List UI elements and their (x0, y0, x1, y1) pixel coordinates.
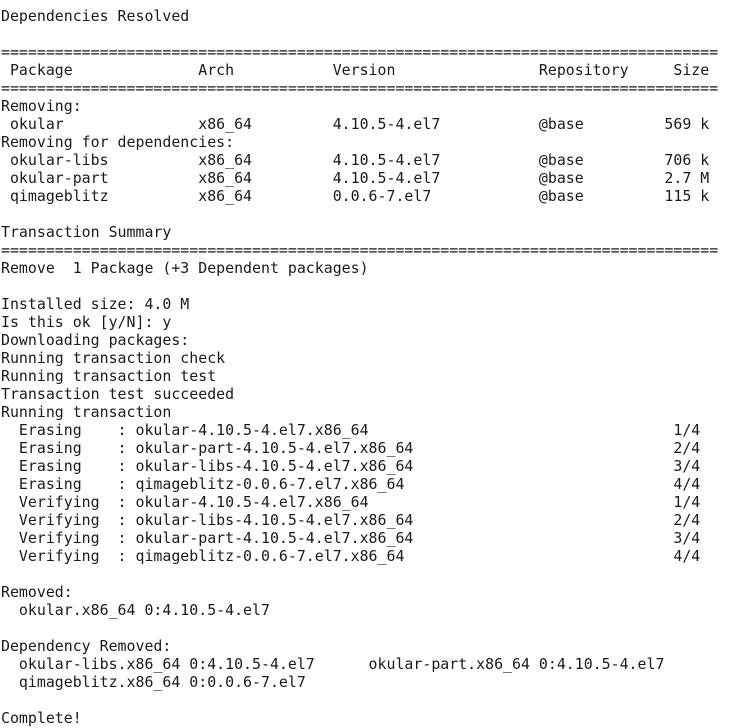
package-row: okular-libs x86_64 4.10.5-4.el7 @base 706 k (1, 151, 710, 169)
separator-line: ================================================================================ (1, 241, 719, 259)
removed-package: okular.x86_64 0:4.10.5-4.el7 (1, 601, 270, 619)
confirm-prompt: Is this ok [y/N]: y (1, 313, 172, 331)
removed-package: qimageblitz.x86_64 0:0.0.6-7.el7 (1, 673, 306, 691)
log-line: Running transaction check (1, 349, 226, 367)
summary-heading: Transaction Summary (1, 223, 172, 241)
summary-text: Remove 1 Package (+3 Dependent packages) (1, 259, 369, 277)
log-line: Running transaction test (1, 367, 217, 385)
transaction-step: Erasing : okular-part-4.10.5-4.el7.x86_64 2/4 (1, 439, 701, 457)
package-row: okular-part x86_64 4.10.5-4.el7 @base 2.7 M (1, 169, 710, 187)
transaction-step: Verifying : qimageblitz-0.0.6-7.el7.x86_64 4/4 (1, 547, 701, 565)
package-row: okular x86_64 4.10.5-4.el7 @base 569 k (1, 115, 710, 133)
log-line: Downloading packages: (1, 331, 190, 349)
transaction-step: Verifying : okular-4.10.5-4.el7.x86_64 1/4 (1, 493, 701, 511)
section-label: Removed: (1, 583, 73, 601)
section-label: Dependency Removed: (1, 637, 172, 655)
package-row: qimageblitz x86_64 0.0.6-7.el7 @base 115 k (1, 187, 710, 205)
separator-line: ================================================================================ (1, 43, 719, 61)
transaction-step: Verifying : okular-part-4.10.5-4.el7.x86_64 3/4 (1, 529, 701, 547)
section-label: Removing for dependencies: (1, 133, 235, 151)
log-line: Transaction test succeeded (1, 385, 235, 403)
separator-line: ================================================================================ (1, 79, 719, 97)
table-header: Package Arch Version Repository Size (1, 61, 710, 79)
section-label: Removing: (1, 97, 82, 115)
status-heading: Dependencies Resolved (1, 7, 190, 25)
transaction-step: Erasing : okular-libs-4.10.5-4.el7.x86_64 3/4 (1, 457, 701, 475)
transaction-step: Verifying : okular-libs-4.10.5-4.el7.x86_64 2/4 (1, 511, 701, 529)
transaction-step: Erasing : qimageblitz-0.0.6-7.el7.x86_64 4/4 (1, 475, 701, 493)
complete-message: Complete! (1, 709, 82, 727)
transaction-step: Erasing : okular-4.10.5-4.el7.x86_64 1/4 (1, 421, 701, 439)
removed-package: okular-libs.x86_64 0:4.10.5-4.el7 okular-part.x86_64 0:4.10.5-4.el7 (1, 655, 665, 673)
log-line: Running transaction (1, 403, 172, 421)
installed-size: Installed size: 4.0 M (1, 295, 190, 313)
